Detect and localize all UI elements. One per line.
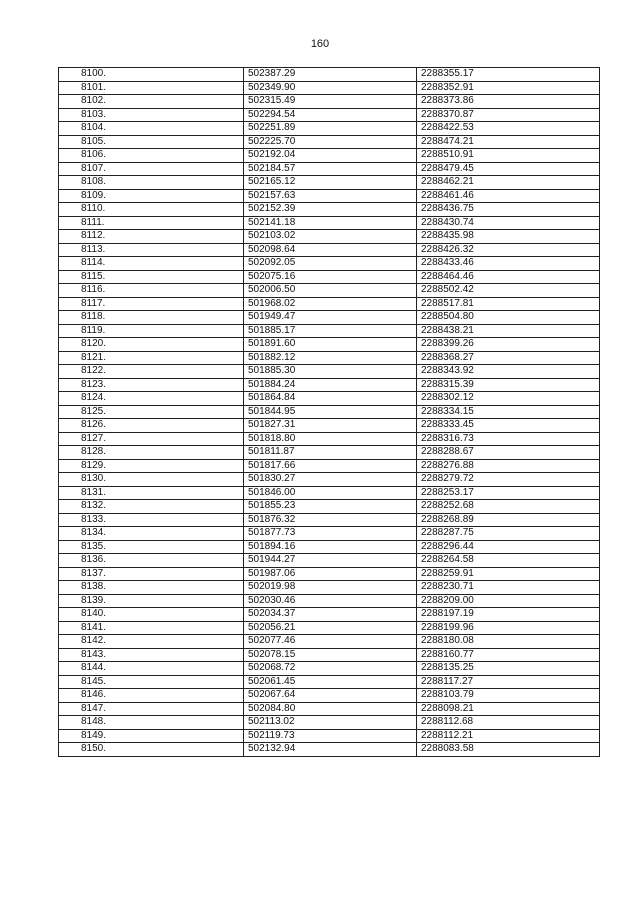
x-coordinate-cell: 502019.98	[244, 581, 417, 595]
point-number-cell: 8142.	[59, 635, 244, 649]
y-coordinate-cell: 2288279.72	[417, 473, 600, 487]
point-number-cell: 8125.	[59, 405, 244, 419]
y-coordinate-cell: 2288355.17	[417, 68, 600, 82]
point-number-cell: 8127.	[59, 432, 244, 446]
point-number-cell: 8136.	[59, 554, 244, 568]
table-row	[59, 230, 600, 244]
table-row	[59, 500, 600, 514]
point-number-cell: 8143.	[59, 648, 244, 662]
table-row	[59, 729, 600, 743]
x-coordinate-cell: 502034.37	[244, 608, 417, 622]
table-row	[59, 162, 600, 176]
y-coordinate-cell: 2288112.68	[417, 716, 600, 730]
y-coordinate-cell: 2288252.68	[417, 500, 600, 514]
y-coordinate-cell: 2288474.21	[417, 135, 600, 149]
coordinates-table-body	[59, 68, 600, 757]
table-row	[59, 149, 600, 163]
table-row	[59, 189, 600, 203]
table-row	[59, 324, 600, 338]
x-coordinate-cell: 502077.46	[244, 635, 417, 649]
table-row	[59, 554, 600, 568]
x-coordinate-cell: 501968.02	[244, 297, 417, 311]
table-row	[59, 581, 600, 595]
x-coordinate-cell: 502119.73	[244, 729, 417, 743]
point-number-cell: 8137.	[59, 567, 244, 581]
table-row	[59, 567, 600, 581]
x-coordinate-cell: 502068.72	[244, 662, 417, 676]
x-coordinate-cell: 502078.15	[244, 648, 417, 662]
x-coordinate-cell: 502098.64	[244, 243, 417, 257]
x-coordinate-cell: 502387.29	[244, 68, 417, 82]
x-coordinate-cell: 502056.21	[244, 621, 417, 635]
y-coordinate-cell: 2288253.17	[417, 486, 600, 500]
table-row	[59, 284, 600, 298]
x-coordinate-cell: 501830.27	[244, 473, 417, 487]
table-row	[59, 635, 600, 649]
table-row	[59, 176, 600, 190]
table-row	[59, 621, 600, 635]
table-row	[59, 216, 600, 230]
y-coordinate-cell: 2288264.58	[417, 554, 600, 568]
point-number-cell: 8130.	[59, 473, 244, 487]
y-coordinate-cell: 2288426.32	[417, 243, 600, 257]
table-row	[59, 378, 600, 392]
table-row	[59, 608, 600, 622]
x-coordinate-cell: 502225.70	[244, 135, 417, 149]
y-coordinate-cell: 2288098.21	[417, 702, 600, 716]
y-coordinate-cell: 2288302.12	[417, 392, 600, 406]
y-coordinate-cell: 2288517.81	[417, 297, 600, 311]
table-row	[59, 338, 600, 352]
point-number-cell: 8134.	[59, 527, 244, 541]
table-row	[59, 351, 600, 365]
y-coordinate-cell: 2288333.45	[417, 419, 600, 433]
y-coordinate-cell: 2288461.46	[417, 189, 600, 203]
table-row	[59, 311, 600, 325]
point-number-cell: 8118.	[59, 311, 244, 325]
x-coordinate-cell: 501818.80	[244, 432, 417, 446]
point-number-cell: 8146.	[59, 689, 244, 703]
point-number-cell: 8113.	[59, 243, 244, 257]
x-coordinate-cell: 501949.47	[244, 311, 417, 325]
y-coordinate-cell: 2288316.73	[417, 432, 600, 446]
x-coordinate-cell: 501885.30	[244, 365, 417, 379]
table-row	[59, 203, 600, 217]
y-coordinate-cell: 2288504.80	[417, 311, 600, 325]
x-coordinate-cell: 502141.18	[244, 216, 417, 230]
table-row	[59, 689, 600, 703]
y-coordinate-cell: 2288352.91	[417, 81, 600, 95]
table-row	[59, 243, 600, 257]
point-number-cell: 8141.	[59, 621, 244, 635]
point-number-cell: 8103.	[59, 108, 244, 122]
y-coordinate-cell: 2288464.46	[417, 270, 600, 284]
point-number-cell: 8126.	[59, 419, 244, 433]
x-coordinate-cell: 501884.24	[244, 378, 417, 392]
x-coordinate-cell: 502192.04	[244, 149, 417, 163]
table-row	[59, 716, 600, 730]
x-coordinate-cell: 502251.89	[244, 122, 417, 136]
y-coordinate-cell: 2288462.21	[417, 176, 600, 190]
y-coordinate-cell: 2288199.96	[417, 621, 600, 635]
table-row	[59, 662, 600, 676]
table-row	[59, 432, 600, 446]
x-coordinate-cell: 501855.23	[244, 500, 417, 514]
point-number-cell: 8145.	[59, 675, 244, 689]
point-number-cell: 8150.	[59, 743, 244, 757]
table-row	[59, 446, 600, 460]
x-coordinate-cell: 501885.17	[244, 324, 417, 338]
x-coordinate-cell: 502113.02	[244, 716, 417, 730]
y-coordinate-cell: 2288479.45	[417, 162, 600, 176]
y-coordinate-cell: 2288438.21	[417, 324, 600, 338]
x-coordinate-cell: 502006.50	[244, 284, 417, 298]
y-coordinate-cell: 2288180.08	[417, 635, 600, 649]
table-row	[59, 675, 600, 689]
point-number-cell: 8102.	[59, 95, 244, 109]
x-coordinate-cell: 501846.00	[244, 486, 417, 500]
y-coordinate-cell: 2288112.21	[417, 729, 600, 743]
y-coordinate-cell: 2288510.91	[417, 149, 600, 163]
y-coordinate-cell: 2288268.89	[417, 513, 600, 527]
point-number-cell: 8132.	[59, 500, 244, 514]
y-coordinate-cell: 2288197.19	[417, 608, 600, 622]
x-coordinate-cell: 501894.16	[244, 540, 417, 554]
table-row	[59, 743, 600, 757]
table-row	[59, 473, 600, 487]
y-coordinate-cell: 2288435.98	[417, 230, 600, 244]
table-row	[59, 365, 600, 379]
x-coordinate-cell: 501827.31	[244, 419, 417, 433]
table-row	[59, 95, 600, 109]
table-row	[59, 594, 600, 608]
y-coordinate-cell: 2288315.39	[417, 378, 600, 392]
point-number-cell: 8108.	[59, 176, 244, 190]
table-row	[59, 405, 600, 419]
x-coordinate-cell: 502315.49	[244, 95, 417, 109]
point-number-cell: 8144.	[59, 662, 244, 676]
table-row	[59, 419, 600, 433]
x-coordinate-cell: 502157.63	[244, 189, 417, 203]
y-coordinate-cell: 2288209.00	[417, 594, 600, 608]
table-row	[59, 648, 600, 662]
point-number-cell: 8115.	[59, 270, 244, 284]
x-coordinate-cell: 501882.12	[244, 351, 417, 365]
point-number-cell: 8147.	[59, 702, 244, 716]
point-number-cell: 8128.	[59, 446, 244, 460]
table-row	[59, 81, 600, 95]
point-number-cell: 8138.	[59, 581, 244, 595]
point-number-cell: 8123.	[59, 378, 244, 392]
table-row	[59, 257, 600, 271]
point-number-cell: 8148.	[59, 716, 244, 730]
y-coordinate-cell: 2288160.77	[417, 648, 600, 662]
point-number-cell: 8119.	[59, 324, 244, 338]
y-coordinate-cell: 2288502.42	[417, 284, 600, 298]
x-coordinate-cell: 501876.32	[244, 513, 417, 527]
page-number: 160	[310, 38, 330, 50]
y-coordinate-cell: 2288259.91	[417, 567, 600, 581]
coordinates-table	[58, 67, 600, 757]
point-number-cell: 8129.	[59, 459, 244, 473]
table-row	[59, 122, 600, 136]
point-number-cell: 8109.	[59, 189, 244, 203]
y-coordinate-cell: 2288373.86	[417, 95, 600, 109]
x-coordinate-cell: 502030.46	[244, 594, 417, 608]
x-coordinate-cell: 501844.95	[244, 405, 417, 419]
point-number-cell: 8101.	[59, 81, 244, 95]
x-coordinate-cell: 501817.66	[244, 459, 417, 473]
x-coordinate-cell: 502061.45	[244, 675, 417, 689]
y-coordinate-cell: 2288276.88	[417, 459, 600, 473]
y-coordinate-cell: 2288103.79	[417, 689, 600, 703]
table-row	[59, 527, 600, 541]
point-number-cell: 8112.	[59, 230, 244, 244]
x-coordinate-cell: 501877.73	[244, 527, 417, 541]
x-coordinate-cell: 502092.05	[244, 257, 417, 271]
x-coordinate-cell: 502184.57	[244, 162, 417, 176]
point-number-cell: 8124.	[59, 392, 244, 406]
point-number-cell: 8139.	[59, 594, 244, 608]
y-coordinate-cell: 2288430.74	[417, 216, 600, 230]
x-coordinate-cell: 502103.02	[244, 230, 417, 244]
point-number-cell: 8149.	[59, 729, 244, 743]
y-coordinate-cell: 2288399.26	[417, 338, 600, 352]
y-coordinate-cell: 2288083.58	[417, 743, 600, 757]
y-coordinate-cell: 2288230.71	[417, 581, 600, 595]
x-coordinate-cell: 502165.12	[244, 176, 417, 190]
point-number-cell: 8107.	[59, 162, 244, 176]
point-number-cell: 8114.	[59, 257, 244, 271]
y-coordinate-cell: 2288288.67	[417, 446, 600, 460]
y-coordinate-cell: 2288370.87	[417, 108, 600, 122]
point-number-cell: 8133.	[59, 513, 244, 527]
point-number-cell: 8120.	[59, 338, 244, 352]
point-number-cell: 8135.	[59, 540, 244, 554]
x-coordinate-cell: 502294.54	[244, 108, 417, 122]
point-number-cell: 8106.	[59, 149, 244, 163]
x-coordinate-cell: 502349.90	[244, 81, 417, 95]
y-coordinate-cell: 2288334.15	[417, 405, 600, 419]
table-row	[59, 513, 600, 527]
point-number-cell: 8116.	[59, 284, 244, 298]
x-coordinate-cell: 501864.84	[244, 392, 417, 406]
point-number-cell: 8131.	[59, 486, 244, 500]
point-number-cell: 8122.	[59, 365, 244, 379]
point-number-cell: 8104.	[59, 122, 244, 136]
x-coordinate-cell: 502067.64	[244, 689, 417, 703]
point-number-cell: 8100.	[59, 68, 244, 82]
y-coordinate-cell: 2288135.25	[417, 662, 600, 676]
y-coordinate-cell: 2288368.27	[417, 351, 600, 365]
x-coordinate-cell: 502084.80	[244, 702, 417, 716]
x-coordinate-cell: 501891.60	[244, 338, 417, 352]
y-coordinate-cell: 2288296.44	[417, 540, 600, 554]
table-row	[59, 392, 600, 406]
point-number-cell: 8111.	[59, 216, 244, 230]
table-row	[59, 486, 600, 500]
table-row	[59, 135, 600, 149]
point-number-cell: 8121.	[59, 351, 244, 365]
point-number-cell: 8105.	[59, 135, 244, 149]
y-coordinate-cell: 2288436.75	[417, 203, 600, 217]
x-coordinate-cell: 501944.27	[244, 554, 417, 568]
y-coordinate-cell: 2288422.53	[417, 122, 600, 136]
point-number-cell: 8117.	[59, 297, 244, 311]
table-row	[59, 270, 600, 284]
table-row	[59, 68, 600, 82]
table-row	[59, 540, 600, 554]
x-coordinate-cell: 502152.39	[244, 203, 417, 217]
x-coordinate-cell: 502132.94	[244, 743, 417, 757]
point-number-cell: 8140.	[59, 608, 244, 622]
table-row	[59, 297, 600, 311]
table-row	[59, 108, 600, 122]
x-coordinate-cell: 501987.06	[244, 567, 417, 581]
y-coordinate-cell: 2288343.92	[417, 365, 600, 379]
x-coordinate-cell: 502075.16	[244, 270, 417, 284]
x-coordinate-cell: 501811.87	[244, 446, 417, 460]
point-number-cell: 8110.	[59, 203, 244, 217]
table-row	[59, 702, 600, 716]
y-coordinate-cell: 2288117.27	[417, 675, 600, 689]
y-coordinate-cell: 2288287.75	[417, 527, 600, 541]
y-coordinate-cell: 2288433.46	[417, 257, 600, 271]
table-row	[59, 459, 600, 473]
